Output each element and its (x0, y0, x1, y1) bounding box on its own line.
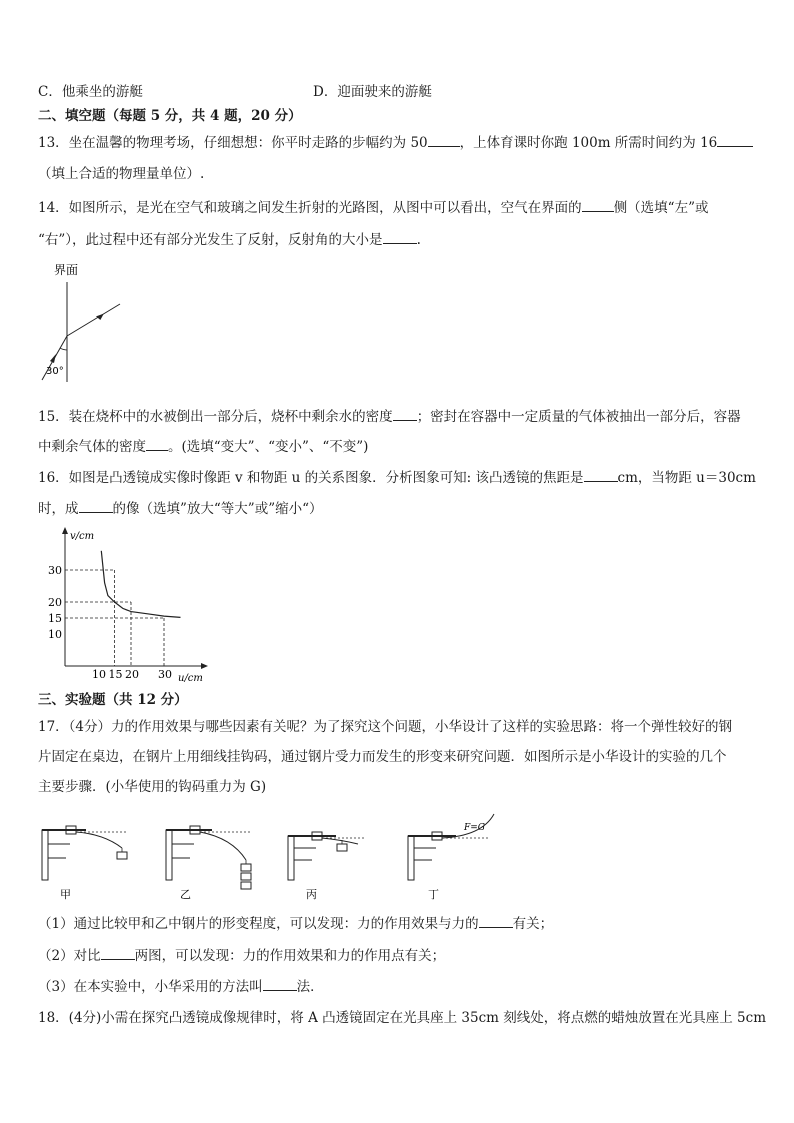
q17-blank-2 (101, 945, 135, 960)
q17-sub3 (38, 976, 324, 997)
q15-blank-1 (393, 406, 417, 421)
q18-line1: 18．(4分)小需在探究凸透镜成像规律时，将 A 凸透镜固定在光具座上 35cm 刻线处，将点燃的蜡烛放置在光具座上 5cm (38, 1010, 766, 1026)
q16-line2 (38, 498, 323, 519)
q16-text-b: cm，当物距 u＝30cm (617, 470, 756, 486)
angle-label: 30° (46, 366, 64, 377)
q15-line2 (38, 436, 368, 457)
force-label: F=G (464, 823, 485, 833)
x-tick-label-2: 20 (125, 668, 139, 681)
refracted-arrow-icon (96, 314, 104, 321)
refracted-ray (67, 304, 120, 336)
y-axis-arrow-icon (62, 527, 68, 534)
q14-text-d: . (416, 232, 421, 248)
q17-sub2-text-b: 两图，可以发现：力的作用效果和力的作用点有关； (134, 948, 446, 964)
figure-yi (166, 826, 252, 901)
q14-line1 (38, 197, 709, 218)
refraction-diagram (32, 260, 142, 385)
q14-text-c: “右”），此过程中还有部分光发生了反射，反射角的大小是 (38, 232, 383, 248)
figure-label-jia: 甲 (60, 888, 71, 901)
figure-jia (42, 826, 128, 901)
q16-text-a: 16．如图是凸透镜成实像时像距 v 和物距 u 的关系图象．分析图象可知: 该凸透镜的焦距是 (38, 470, 584, 486)
q14-text-b: 侧（选填“左”或 (613, 200, 709, 216)
section-3-title: 三、实验题（共 12 分） (38, 692, 188, 708)
x-axis-arrow-icon (201, 663, 208, 669)
q14-blank-2 (383, 229, 417, 244)
q16-blank-2 (79, 498, 113, 513)
x-axis-label: u/cm (178, 673, 203, 684)
q17-line2: 片固定在桌边，在钢片上用细线挂钩码，通过钢片受力而发生的形变来研究问题．如图所示是小华设计的实验的几个 (38, 749, 727, 765)
q17-sub3-text-a: （3）在本实验中，小华采用的方法叫 (38, 979, 263, 995)
q17-line3: 主要步骤．(小华使用的钩码重力为 G) (38, 779, 267, 795)
y-tick-label-1: 20 (48, 596, 62, 609)
q17-sub2 (38, 945, 445, 966)
q13-line2: （填上合适的物理量单位）. (38, 166, 205, 182)
v-u-chart (40, 526, 215, 686)
q15-text-b: ；密封在容器中一定质量的气体被抽出一部分后，容器 (416, 409, 741, 425)
q16-line1 (38, 467, 756, 488)
q14-line2 (38, 229, 421, 250)
x-tick-label-3: 30 (158, 668, 172, 681)
q17-sub2-text-a: （2）对比 (38, 948, 101, 964)
y-axis-label: v/cm (70, 531, 95, 542)
q17-sub1 (38, 913, 553, 934)
q13-line1 (38, 132, 753, 153)
q17-sub1-text-a: （1）通过比较甲和乙中钢片的形变程度，可以发现：力的作用效果与力的 (38, 916, 479, 932)
q16-text-c: 时，成 (38, 501, 79, 517)
y-tick-label-3: 10 (48, 628, 62, 641)
q14-text-a: 14．如图所示，是光在空气和玻璃之间发生折射的光路图，从图中可以看出，空气在界面的 (38, 200, 582, 216)
q17-sub1-text-b: 有关； (512, 916, 554, 932)
figure-label-bing: 丙 (306, 888, 317, 901)
q15-text-c: 中剩余气体的密度 (38, 439, 146, 455)
q13-text-a: 13．坐在温馨的物理考场，仔细想想：你平时走路的步幅约为 50 (38, 135, 428, 151)
y-tick-label-0: 30 (48, 564, 62, 577)
incident-arrow-icon (50, 354, 56, 363)
option-d: D．迎面驶来的游艇 (313, 84, 432, 100)
q17-sub3-text-b: 法． (296, 979, 324, 995)
steel-strip-figures (36, 810, 506, 902)
q15-text-d: 。(选填“变大”、“变小”、“不变”) (168, 439, 369, 455)
q17-line1: 17．（4分）力的作用效果与哪些因素有关呢？为了探究这个问题，小华设计了这样的实验思路：将一个弹性较好的钢 (38, 719, 733, 735)
figure-bing (288, 832, 366, 901)
y-tick-label-2: 15 (48, 612, 62, 625)
q15-line1 (38, 406, 741, 427)
interface-label: 界面 (54, 263, 79, 277)
option-c: C．他乘坐的游艇 (38, 84, 143, 100)
x-tick-label-1: 15 (108, 668, 123, 681)
figure-label-yi: 乙 (180, 888, 191, 901)
angle-arc (60, 348, 67, 350)
q16-blank-1 (584, 467, 618, 482)
v-u-curve (101, 551, 180, 618)
q16-text-d: 的像（选填”放大“等大”或”缩小“） (112, 501, 323, 517)
q13-blank-2 (717, 132, 753, 147)
section-2-title: 二、填空题（每题 5 分，共 4 题，20 分） (38, 108, 302, 124)
q17-blank-3 (263, 976, 297, 991)
q13-text-b: ，上体育课时你跑 100m 所需时间约为 16 (459, 135, 718, 151)
q15-text-a: 15．装在烧杯中的水被倒出一部分后，烧杯中剩余水的密度 (38, 409, 393, 425)
x-tick-label-0: 10 (92, 668, 106, 681)
figure-label-ding: 丁 (428, 888, 439, 901)
q15-blank-2 (146, 436, 168, 451)
q14-blank-1 (582, 197, 614, 212)
q13-blank-1 (428, 132, 460, 147)
q17-blank-1 (479, 913, 513, 928)
figure-ding (408, 814, 494, 901)
